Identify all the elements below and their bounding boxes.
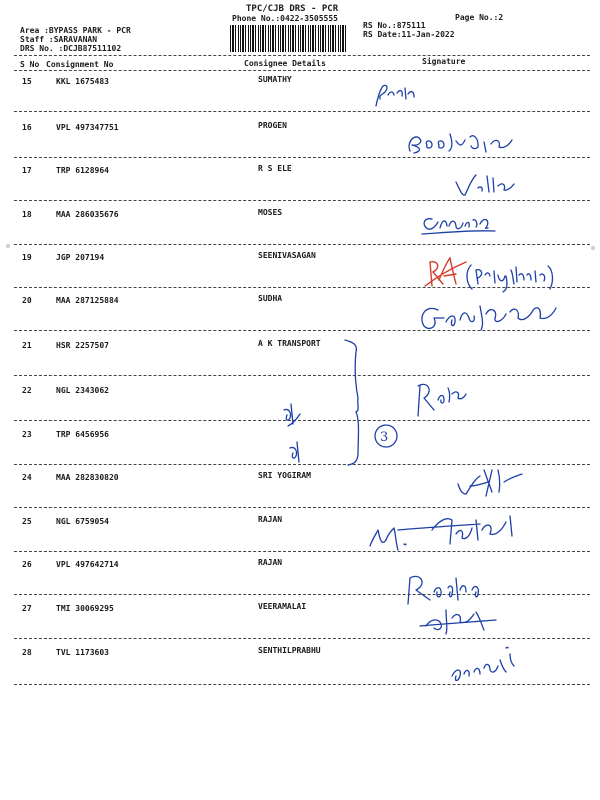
row-number: 26: [22, 560, 32, 569]
punch-mark: [591, 246, 595, 250]
header-divider: [14, 55, 590, 56]
signature-row-24: [458, 470, 522, 496]
consignment-number: TRP 6456956: [56, 430, 109, 439]
staff-label: Staff :SARAVANAN: [20, 35, 98, 44]
row-number: 23: [22, 430, 32, 439]
consignment-number: TMI 30069295: [56, 604, 114, 613]
signature-row-22: [418, 384, 466, 416]
signature-row-15: [376, 85, 414, 106]
signature-row-25: [370, 516, 512, 550]
page-number: Page No.:2: [455, 13, 504, 22]
column-signature: Signature: [422, 57, 466, 66]
signature-row-19-note-text: [480, 268, 490, 278]
consignee-name: MOSES: [258, 208, 283, 217]
consignee-name: A K TRANSPORT: [258, 339, 321, 348]
row-divider: [14, 157, 590, 158]
columns-divider: [14, 70, 590, 71]
consignment-number: TVL 1173603: [56, 648, 109, 657]
row-number: 16: [22, 123, 32, 132]
consignee-name: R S ELE: [258, 164, 292, 173]
consignee-name: RAJAN: [258, 515, 283, 524]
barcode-image: [230, 25, 348, 52]
signature-row-27: [420, 610, 496, 634]
consignment-number: HSR 2257507: [56, 341, 109, 350]
consignment-number: NGL 2343062: [56, 386, 109, 395]
row-divider: [14, 375, 590, 376]
initials-row-23: [290, 442, 299, 462]
row-number: 24: [22, 473, 32, 482]
consignee-name: SRI YOGIRAM: [258, 471, 311, 480]
row-number: 20: [22, 296, 32, 305]
row-divider: [14, 420, 590, 421]
row-divider: [14, 111, 590, 112]
row-number: 22: [22, 386, 32, 395]
consignee-name: SUDHA: [258, 294, 283, 303]
rs-number: RS No.:875111: [363, 21, 426, 30]
punch-mark: [6, 244, 10, 248]
initials-row-22: [284, 404, 300, 426]
row-divider: [14, 551, 590, 552]
row-divider: [14, 330, 590, 331]
consignment-number: KKL 1675483: [56, 77, 109, 86]
row-number: 18: [22, 210, 32, 219]
consignee-name: RAJAN: [258, 558, 283, 567]
signature-row-26-text: Radha: [440, 606, 444, 607]
doc-title: TPC/CJB DRS - PCR: [246, 4, 339, 14]
row-divider: [14, 200, 590, 201]
row-divider: [14, 684, 590, 685]
column-consignee: Consignee Details: [244, 59, 326, 68]
consignment-number: MAA 287125884: [56, 296, 119, 305]
consignee-name: VEERAMALAI: [258, 602, 307, 611]
row-divider: [14, 464, 590, 465]
area-label: Area :BYPASS PARK - PCR: [20, 26, 131, 35]
signature-row-17: [456, 175, 514, 195]
rs-date: RS Date:11-Jan-2022: [363, 30, 455, 39]
red-mark-row-19: [425, 258, 466, 286]
row-number: 21: [22, 341, 32, 350]
row-number: 28: [22, 648, 32, 657]
row-number: 25: [22, 517, 32, 526]
column-sno: S No: [20, 60, 40, 69]
consignee-name: SUMATHY: [258, 75, 292, 84]
consignment-number: MAA 286035676: [56, 210, 119, 219]
signature-row-17-text: Velu: [478, 194, 481, 195]
drs-number: DRS No. :DCJB87511102: [20, 44, 122, 53]
row-divider: [14, 594, 590, 595]
signature-row-20: [422, 306, 556, 330]
row-divider: [14, 638, 590, 639]
signature-row-28: [452, 647, 514, 680]
consignee-name: SEENIVASAGAN: [258, 251, 316, 260]
bracket-rows-21-23: [345, 340, 359, 465]
annotation-number: 3: [380, 430, 389, 445]
signature-row-26: [408, 576, 478, 604]
consignment-number: NGL 6759054: [56, 517, 109, 526]
signature-row-18-text: [430, 226, 434, 236]
consignment-number: JGP 207194: [56, 253, 105, 262]
row-number: 17: [22, 166, 32, 175]
row-divider: [14, 244, 590, 245]
row-divider: [14, 287, 590, 288]
consignee-name: PROGEN: [258, 121, 287, 130]
column-consignment: Consignment No: [46, 60, 114, 69]
annotation-circle: [375, 425, 397, 447]
row-number: 15: [22, 77, 32, 86]
signature-row-16: [409, 134, 512, 153]
consignment-number: VPL 497347751: [56, 123, 119, 132]
consignment-number: MAA 282830820: [56, 473, 119, 482]
consignment-number: TRP 6128964: [56, 166, 109, 175]
row-number: 27: [22, 604, 32, 613]
consignment-number: VPL 497642714: [56, 560, 119, 569]
row-divider: [14, 507, 590, 508]
phone-number: Phone No.:0422-3505555: [232, 14, 338, 23]
consignee-name: SENTHILPRABHU: [258, 646, 321, 655]
row-number: 19: [22, 253, 32, 262]
